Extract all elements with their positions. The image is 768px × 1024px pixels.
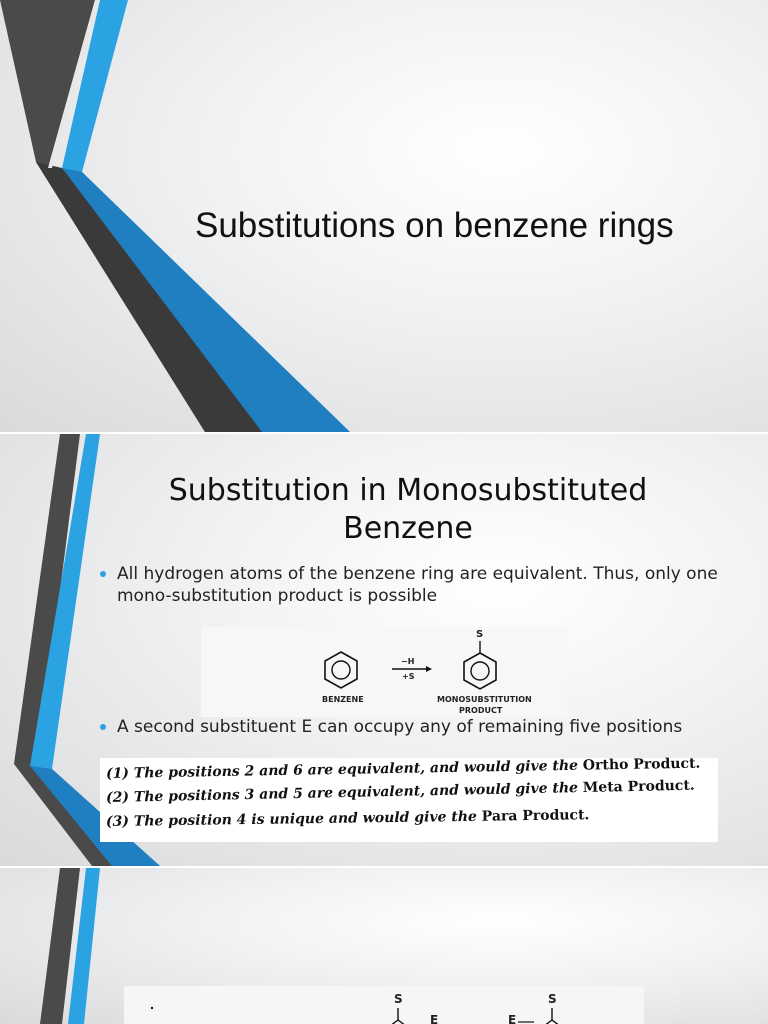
scan-line xyxy=(106,756,701,782)
bullet-text: A second substituent E can occupy any of remaining five positions xyxy=(117,717,683,737)
bullet-dot-icon xyxy=(100,724,106,730)
product-label-line2: PRODUCT xyxy=(459,706,503,715)
reactant-label: BENZENE xyxy=(322,695,364,704)
disubstituted-benzene-diagram xyxy=(124,986,644,1024)
reagent-top-label: −H xyxy=(401,657,415,666)
slide-3 xyxy=(0,868,768,1024)
scan-line-emphasis: Ortho Product. xyxy=(582,755,701,774)
bullet-text: All hydrogen atoms of the benzene ring are equivalent. Thus, only one mono-substitution product is possible xyxy=(117,564,718,606)
benzene-substitution-figure xyxy=(201,627,567,717)
second-substituent-label: E xyxy=(430,1013,439,1024)
scan-line xyxy=(106,778,695,806)
scan-line-emphasis: Para Product. xyxy=(481,807,590,825)
substituent-label: S xyxy=(548,992,557,1006)
slide-title: Substitutions on benzene rings xyxy=(195,206,674,245)
slide-2 xyxy=(0,434,768,866)
scan-line xyxy=(106,807,590,830)
product-label: MONOSUBSTITUTION xyxy=(437,695,532,704)
substituent-label: S xyxy=(394,992,403,1006)
slide-title: Substitution in Monosubstituted Benzene xyxy=(168,473,648,546)
slide-1 xyxy=(0,0,768,432)
substitution-positions-figure xyxy=(124,986,644,1024)
scanned-text-excerpt xyxy=(100,755,718,842)
bullet-item xyxy=(100,563,730,607)
scan-line-text: (3) The position 4 is unique and would give the xyxy=(105,808,482,830)
reagent-bottom-label: +S xyxy=(402,672,415,681)
substituent-label: S xyxy=(476,629,484,640)
scan-line-text: (2) The positions 3 and 5 are equivalent, and would give the xyxy=(105,780,584,806)
scan-line-emphasis: Meta Product. xyxy=(582,777,695,797)
second-substituent-label: E xyxy=(508,1013,517,1024)
bullet-item xyxy=(100,716,730,738)
bullet-dot-icon xyxy=(100,571,106,577)
scan-line-text: (1) The positions 2 and 6 are equivalent, and would give the xyxy=(105,757,584,782)
